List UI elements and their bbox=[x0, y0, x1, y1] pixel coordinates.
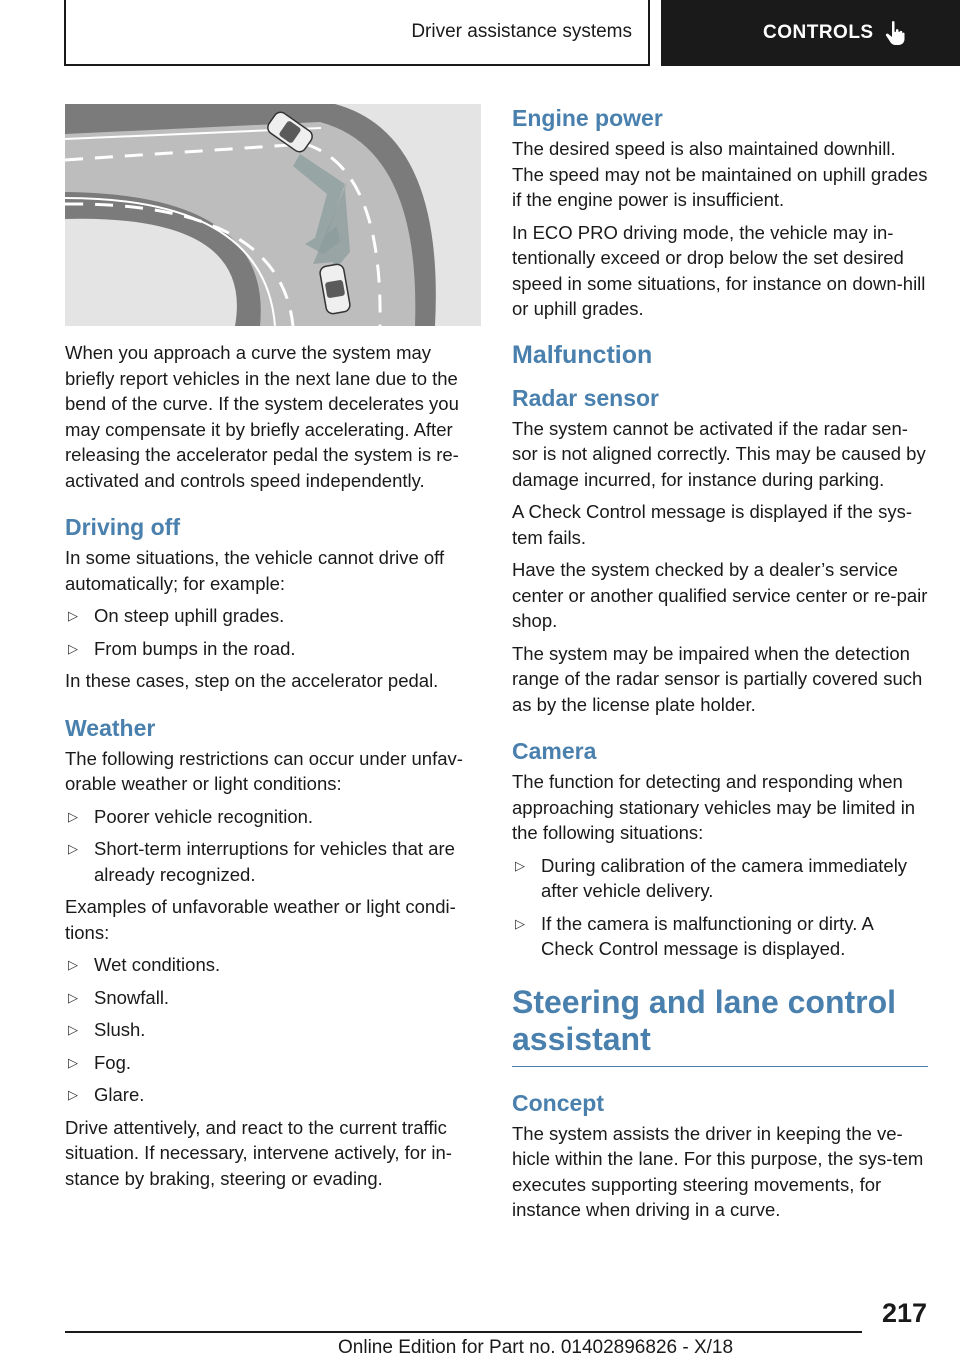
triangle-bullet-icon: ▷ bbox=[68, 1022, 78, 1037]
triangle-bullet-icon: ▷ bbox=[68, 608, 78, 623]
triangle-bullet-icon: ▷ bbox=[68, 640, 78, 656]
driving-off-heading: Driving off bbox=[65, 514, 180, 540]
hand-pointer-icon bbox=[884, 20, 906, 46]
triangle-bullet-icon: ▷ bbox=[68, 957, 78, 972]
list-item: ▷ Poorer vehicle recognition. bbox=[65, 804, 481, 830]
malfunction-heading: Malfunction bbox=[512, 340, 653, 369]
triangle-bullet-icon: ▷ bbox=[68, 1087, 78, 1102]
engine-power-p2: In ECO PRO driving mode, the vehicle may in-tentionally exceed or drop below the set desired speed in some situations, for instance on down-hill or uphill grades. bbox=[512, 221, 926, 319]
radar-sensor-heading: Radar sensor bbox=[512, 384, 660, 411]
list-item: ▷ Slush. bbox=[65, 1017, 481, 1043]
header-chapter-tab bbox=[661, 0, 960, 66]
weather-examples-text: Examples of unfavorable weather or light condi-tions: bbox=[65, 896, 456, 943]
camera-p1: The function for detecting and responding when approaching stationary vehicles may be limited in the following situations: bbox=[512, 771, 916, 843]
list-item: ▷ Glare. bbox=[65, 1082, 481, 1108]
weather-text: The following restrictions can occur under unfav-orable weather or light conditions: bbox=[65, 747, 463, 794]
curve-lane-illustration bbox=[65, 104, 481, 326]
engine-power-p1: The desired speed is also maintained downhill. The speed may not be maintained on uphill grades if the engine power is insufficient. bbox=[512, 138, 928, 210]
radar-p4: The system may be impaired when the detection range of the radar sensor is partially covered such as by the license plate holder. bbox=[512, 642, 923, 715]
triangle-bullet-icon: ▷ bbox=[68, 841, 78, 856]
list-item: ▷ On steep uphill grades. bbox=[65, 603, 481, 629]
footer-edition bbox=[338, 1337, 733, 1359]
camera-heading: Camera bbox=[512, 738, 597, 764]
list-item: ▷ Snowfall. bbox=[65, 985, 481, 1011]
concept-heading: Concept bbox=[512, 1089, 604, 1116]
page-number: 217 bbox=[881, 1298, 927, 1328]
header-section-tab bbox=[64, 0, 650, 66]
header-section-title: Driver assistance systems bbox=[411, 21, 632, 42]
camera-list bbox=[512, 853, 928, 962]
list-item: ▷ During calibration of the camera immediately after vehicle delivery. bbox=[515, 854, 908, 901]
driving-off-text: In some situations, the vehicle cannot drive off automatically; for example: bbox=[65, 547, 445, 594]
list-item: ▷ Wet conditions. bbox=[65, 952, 481, 978]
header-chapter-title: CONTROLS bbox=[763, 22, 874, 43]
weather-heading: Weather bbox=[65, 714, 156, 741]
footer-edition-text: Online Edition for Part no. 01402896826 - X/18 bbox=[338, 1337, 734, 1358]
triangle-bullet-icon: ▷ bbox=[68, 808, 78, 824]
list-item: ▷ Short-term interruptions for vehicles that are already recognized. bbox=[68, 838, 455, 885]
radar-p1: The system cannot be activated if the radar sen-sor is not aligned correctly. This may be caused by damage incurred, for instance during parking. bbox=[512, 417, 926, 490]
right-column bbox=[512, 104, 928, 1230]
triangle-bullet-icon: ▷ bbox=[68, 1054, 78, 1070]
left-column bbox=[65, 104, 481, 1198]
list-item: ▷ Fog. bbox=[65, 1050, 481, 1076]
triangle-bullet-icon: ▷ bbox=[68, 989, 78, 1005]
driving-off-list bbox=[65, 603, 481, 661]
triangle-bullet-icon: ▷ bbox=[515, 915, 525, 931]
weather-restrictions-list bbox=[65, 804, 481, 888]
weather-after: Drive attentively, and react to the current traffic situation. If necessary, intervene actively, for in-stance by braking, steering or evading. bbox=[65, 1116, 452, 1189]
radar-p3: Have the system checked by a dealer’s service center or another qualified service center or re-pair shop. bbox=[512, 559, 928, 631]
list-item: ▷ From bumps in the road. bbox=[65, 636, 481, 662]
concept-text: The system assists the driver in keeping the ve-hicle within the lane. For this purpose, the sys-tem executes supporting steering movements, for instance when driving in a curve. bbox=[512, 1122, 924, 1220]
footer-divider bbox=[65, 1331, 862, 1333]
steering-heading: Steering and lane control assistant bbox=[512, 984, 928, 1067]
radar-p2: A Check Control message is displayed if the sys-tem fails. bbox=[512, 501, 912, 548]
driving-off-after: In these cases, step on the accelerator pedal. bbox=[65, 670, 439, 691]
triangle-bullet-icon: ▷ bbox=[515, 857, 525, 873]
intro-paragraph: When you approach a curve the system may briefly report vehicles in the next lane due to the bend of the curve. If the system decelerates you may compensate it by briefly accelerating. After releasing the accelerator pedal the system is re-activated and controls speed independently. bbox=[65, 342, 459, 491]
engine-power-heading: Engine power bbox=[512, 105, 663, 131]
list-item: ▷ If the camera is malfunctioning or dirty. A Check Control message is displayed. bbox=[515, 912, 873, 959]
weather-examples-list bbox=[65, 952, 481, 1108]
